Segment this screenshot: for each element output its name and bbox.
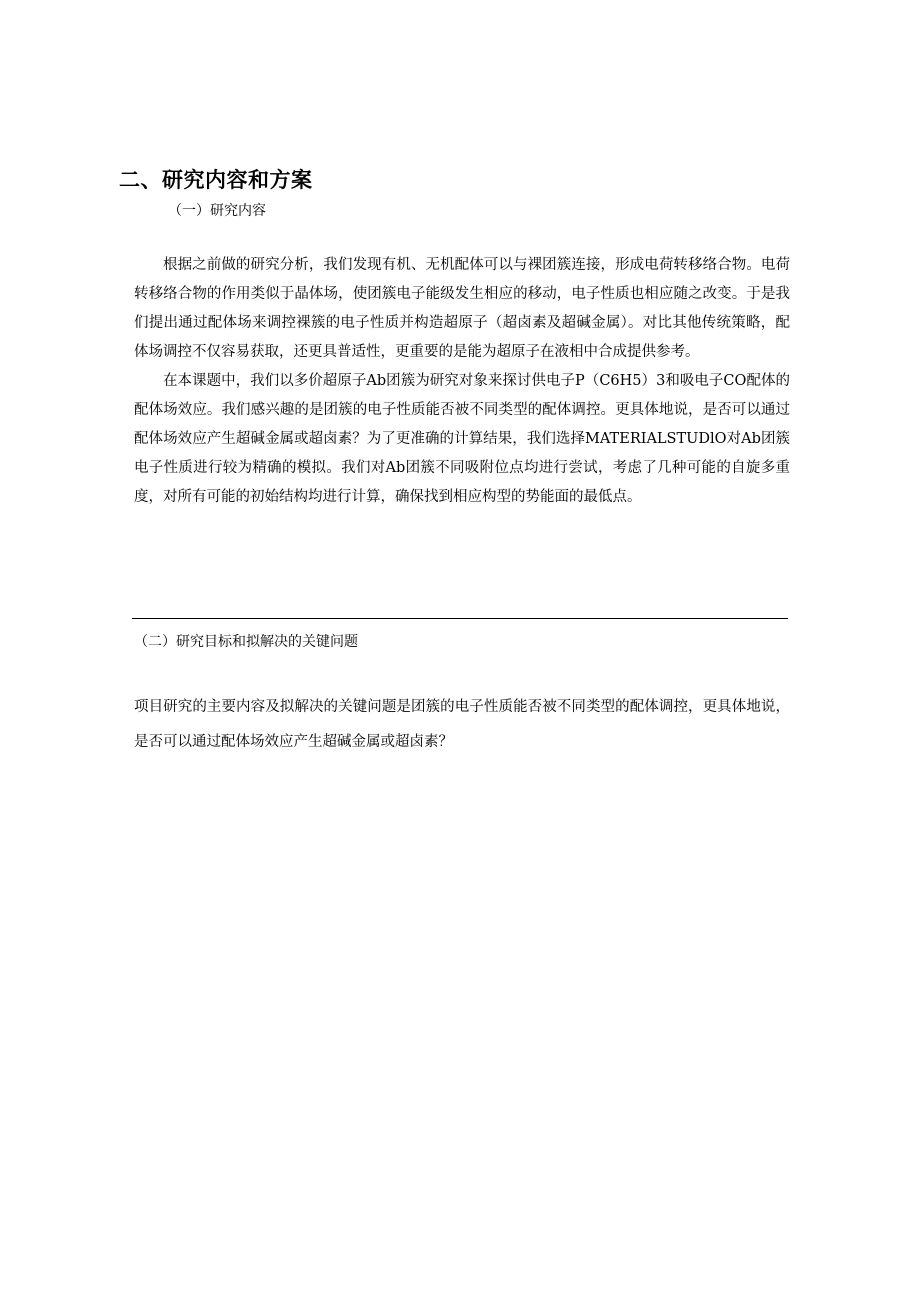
research-goals-subheading: （二）研究目标和拟解决的关键问题	[134, 634, 358, 650]
research-content-paragraph-2: 在本课题中，我们以多价超原子Ab团簇为研究对象来探讨供电子P（C6H5）3和吸电子CO配体的配体场效应。我们感兴趣的是团簇的电子性质能否被不同类型的配体调控。更具体地说，是否可以通过配体场效应产生超碱金属或超卤素？为了更准确的计算结果，我们选择MATERIALSTUDlO对Ab团簇电子性质进行较为精确的模拟。我们对Ab团簇不同吸附位点均进行尝试，考虑了几种可能的自旋多重度，对所有可能的初始结构均进行计算，确保找到相应构型的势能面的最低点。	[134, 373, 790, 505]
section-heading: 二、研究内容和方案	[119, 168, 313, 192]
research-goals-paragraph-1: 项目研究的主要内容及拟解决的关键问题是团簇的电子性质能否被不同类型的配体调控，更具体地说，是否可以通过配体场效应产生超碱金属或超卤素？	[134, 699, 790, 750]
research-content-body	[134, 251, 790, 512]
research-content-subheading: （一）研究内容	[168, 203, 266, 219]
research-goals-body	[134, 690, 790, 760]
section-divider	[132, 618, 788, 619]
research-content-paragraph-1: 根据之前做的研究分析，我们发现有机、无机配体可以与裸团簇连接，形成电荷转移络合物。电荷转移络合物的作用类似于晶体场，使团簇电子能级发生相应的移动，电子性质也相应随之改变。于是我们提出通过配体场来调控裸簇的电子性质并构造超原子（超卤素及超碱金属）。对比其他传统策略，配体场调控不仅容易获取，还更具普适性，更重要的是能为超原子在液相中合成提供参考。	[134, 257, 790, 360]
